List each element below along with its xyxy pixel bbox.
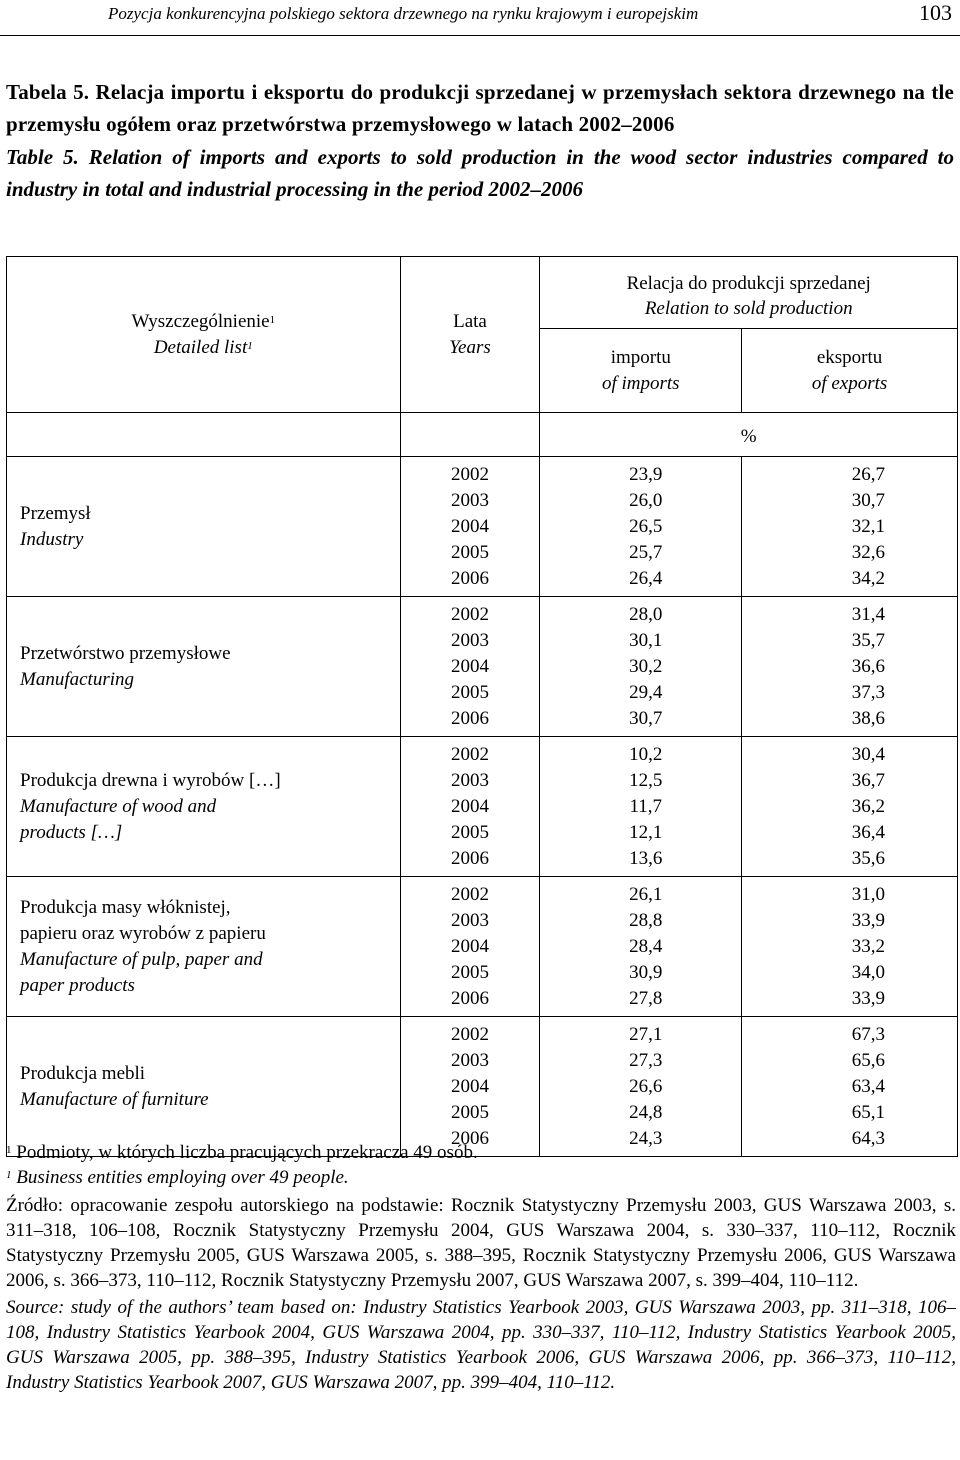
import-value: 30,1 bbox=[629, 629, 663, 651]
table-row-wood-products bbox=[7, 737, 958, 877]
year-cell: 2006 bbox=[450, 1127, 489, 1149]
export-value: 38,6 bbox=[851, 707, 885, 729]
caption-polish: Tabela 5. Relacja importu i eksportu do produkcji sprzedanej w przemysłach sektora drzewnego na tle przemysłu ogółem oraz przetwórstwa przemysłowego w latach 2002–2006 bbox=[6, 80, 954, 136]
import-value: 26,4 bbox=[629, 567, 663, 589]
header-imports-en: of imports bbox=[601, 372, 680, 394]
year-cell: 2002 bbox=[450, 1023, 489, 1045]
row-name-en: Industry bbox=[20, 528, 84, 550]
import-value: 27,1 bbox=[629, 1023, 663, 1045]
year-cell: 2006 bbox=[450, 847, 489, 869]
import-value: 12,1 bbox=[629, 821, 663, 843]
year-cell: 2005 bbox=[450, 541, 489, 563]
year-cell: 2005 bbox=[450, 821, 489, 843]
header-detail-en: Detailed list bbox=[153, 336, 248, 358]
export-value: 36,7 bbox=[851, 769, 885, 791]
export-value: 26,7 bbox=[851, 463, 885, 485]
row-name-pl-line2: papieru oraz wyrobów z papieru bbox=[20, 922, 266, 944]
footnote-mark-en: 1 bbox=[247, 339, 253, 352]
export-value: 65,1 bbox=[851, 1101, 885, 1123]
year-cell: 2005 bbox=[450, 961, 489, 983]
import-value: 23,9 bbox=[629, 463, 663, 485]
unit-row bbox=[7, 413, 958, 457]
header-exports-pl: eksportu bbox=[816, 346, 883, 368]
export-value: 30,7 bbox=[851, 489, 885, 511]
year-cell: 2004 bbox=[450, 795, 489, 817]
year-cell: 2003 bbox=[450, 629, 489, 651]
running-header bbox=[0, 0, 960, 36]
year-cell: 2004 bbox=[450, 1075, 489, 1097]
header-exports bbox=[742, 329, 958, 413]
header-exports-en: of exports bbox=[811, 372, 888, 394]
import-value: 13,6 bbox=[629, 847, 663, 869]
export-value: 32,1 bbox=[851, 515, 885, 537]
footnote-polish: $^1$ Podmioty, w których liczba pracujących przekracza 49 osób. bbox=[6, 1142, 478, 1163]
header-years-en: Years bbox=[449, 336, 491, 358]
import-value: 29,4 bbox=[629, 681, 663, 703]
row-name-pl: Produkcja drewna i wyrobów […] bbox=[20, 769, 281, 791]
row-name-en-line1: Manufacture of pulp, paper and bbox=[20, 948, 263, 970]
header-imports bbox=[540, 329, 742, 413]
export-value: 36,6 bbox=[851, 655, 885, 677]
year-cell: 2003 bbox=[450, 909, 489, 931]
year-cell: 2004 bbox=[450, 515, 489, 537]
export-value: 34,0 bbox=[851, 961, 885, 983]
import-value: 30,2 bbox=[629, 655, 663, 677]
import-value: 27,8 bbox=[629, 987, 663, 1009]
export-value: 33,9 bbox=[851, 909, 885, 931]
row-name-en-line2: products […] bbox=[20, 821, 123, 843]
row-name-en-line1: Manufacture of wood and bbox=[20, 795, 217, 817]
export-value: 64,3 bbox=[851, 1127, 885, 1149]
table-header-row bbox=[7, 257, 958, 329]
import-value: 24,8 bbox=[629, 1101, 663, 1123]
year-cell: 2002 bbox=[450, 743, 489, 765]
year-cell: 2003 bbox=[450, 489, 489, 511]
page-number: 103 bbox=[919, 0, 952, 25]
header-detail-pl: Wyszczególnienie bbox=[131, 310, 270, 332]
year-cell: 2006 bbox=[450, 567, 489, 589]
year-cell: 2005 bbox=[450, 681, 489, 703]
import-value: 11,7 bbox=[629, 795, 663, 817]
export-value: 37,3 bbox=[851, 681, 885, 703]
year-cell: 2003 bbox=[450, 769, 489, 791]
import-value: 26,5 bbox=[629, 515, 663, 537]
table-row-pulp-paper bbox=[7, 877, 958, 1017]
year-cell: 2003 bbox=[450, 1049, 489, 1071]
row-name-pl: Produkcja mebli bbox=[20, 1062, 146, 1084]
row-name-pl: Przetwórstwo przemysłowe bbox=[20, 642, 231, 664]
footnote-mark: 1 bbox=[269, 313, 276, 326]
table-row-furniture bbox=[7, 1017, 958, 1157]
year-cell: 2004 bbox=[450, 935, 489, 957]
export-value: 33,9 bbox=[851, 987, 885, 1009]
export-value: 35,7 bbox=[851, 629, 885, 651]
import-value: 30,9 bbox=[629, 961, 663, 983]
year-cell: 2004 bbox=[450, 655, 489, 677]
unit-label: % bbox=[540, 413, 958, 457]
header-detailed-list bbox=[7, 257, 401, 413]
table-caption bbox=[6, 76, 954, 205]
export-value: 67,3 bbox=[851, 1023, 885, 1045]
export-value: 36,4 bbox=[851, 821, 885, 843]
export-value: 33,2 bbox=[851, 935, 885, 957]
footnote-english: $^1$ Business entities employing over 49 people. bbox=[6, 1167, 349, 1188]
export-value: 31,4 bbox=[851, 603, 885, 625]
import-value: 26,0 bbox=[629, 489, 663, 511]
caption-english: Table 5. Relation of imports and exports to sold production in the wood sector industries compared to industry in total and industrial processing in the period 2002–2006 bbox=[6, 145, 954, 201]
row-name-pl: Przemysł bbox=[20, 502, 91, 524]
year-cell: 2006 bbox=[450, 987, 489, 1009]
header-relation-en: Relation to sold production bbox=[644, 297, 853, 319]
source-polish: Źródło: opracowanie zespołu autorskiego na podstawie: Rocznik Statystyczny Przemysłu 2003, GUS Warszawa 2003, s. 311–318, 106–108, Rocznik Statystyczny Przemysłu 2004, GUS Warszawa 2004, s. 330–337, 110–112, Rocznik Statystyczny Przemysłu 2005, GUS Warszawa 2005, s. 388–395, Rocznik Statystyczny Przemysłu 2006, GUS Warszawa 2006, s. 366–373, 110–112, Rocznik Statystyczny Przemysłu 2007, GUS Warszawa 2007, s. 399–404, 110–112. bbox=[6, 1195, 956, 1291]
table-row-manufacturing bbox=[7, 597, 958, 737]
export-value: 32,6 bbox=[851, 541, 885, 563]
export-value: 63,4 bbox=[851, 1075, 885, 1097]
row-name-en-line2: paper products bbox=[20, 974, 135, 996]
header-relation-pl: Relacja do produkcji sprzedanej bbox=[626, 272, 871, 294]
export-value: 36,2 bbox=[851, 795, 885, 817]
import-value: 12,5 bbox=[629, 769, 663, 791]
export-value: 65,6 bbox=[851, 1049, 885, 1071]
import-value: 10,2 bbox=[629, 743, 663, 765]
import-value: 28,8 bbox=[629, 909, 663, 931]
running-title: Pozycja konkurencyjna polskiego sektora drzewnego na rynku krajowym i europejskim bbox=[108, 4, 699, 23]
source-english: Source: study of the authors’ team based on: Industry Statistics Yearbook 2003, GUS Warszawa 2003, pp. 311–318, 106–108, Industry Statistics Yearbook 2004, GUS Warszawa 2004, pp. 330–337, 110–112, Industry Statistics Yearbook 2005, GUS Warszawa 2005, pp. 388–395, Industry Statistics Yearbook 2006, GUS Warszawa 2006, pp. 366–373, 110–112, Industry Statistics Yearbook 2007, GUS Warszawa 2007, pp. 399–404, 110–112. bbox=[6, 1297, 956, 1393]
import-value: 28,4 bbox=[629, 935, 663, 957]
import-value: 28,0 bbox=[629, 603, 663, 625]
table-notes bbox=[6, 1140, 956, 1395]
export-value: 30,4 bbox=[851, 743, 885, 765]
import-value: 30,7 bbox=[629, 707, 663, 729]
header-relation bbox=[540, 257, 958, 329]
import-value: 25,7 bbox=[629, 541, 663, 563]
table-row-industry bbox=[7, 457, 958, 597]
header-years-pl: Lata bbox=[453, 310, 487, 332]
year-cell: 2005 bbox=[450, 1101, 489, 1123]
row-name-en: Manufacture of furniture bbox=[20, 1088, 209, 1110]
import-value: 26,6 bbox=[629, 1075, 663, 1097]
year-cell: 2002 bbox=[450, 603, 489, 625]
data-table bbox=[6, 256, 958, 1157]
header-years bbox=[400, 257, 540, 413]
header-imports-pl: importu bbox=[610, 346, 671, 368]
import-value: 26,1 bbox=[629, 883, 663, 905]
year-cell: 2006 bbox=[450, 707, 489, 729]
import-value: 27,3 bbox=[629, 1049, 663, 1071]
row-name-pl-line1: Produkcja masy włóknistej, bbox=[20, 896, 231, 918]
import-value: 24,3 bbox=[629, 1127, 663, 1149]
export-value: 34,2 bbox=[851, 567, 885, 589]
export-value: 31,0 bbox=[851, 883, 885, 905]
row-name-en: Manufacturing bbox=[20, 668, 134, 690]
year-cell: 2002 bbox=[450, 463, 489, 485]
year-cell: 2002 bbox=[450, 883, 489, 905]
export-value: 35,6 bbox=[851, 847, 885, 869]
